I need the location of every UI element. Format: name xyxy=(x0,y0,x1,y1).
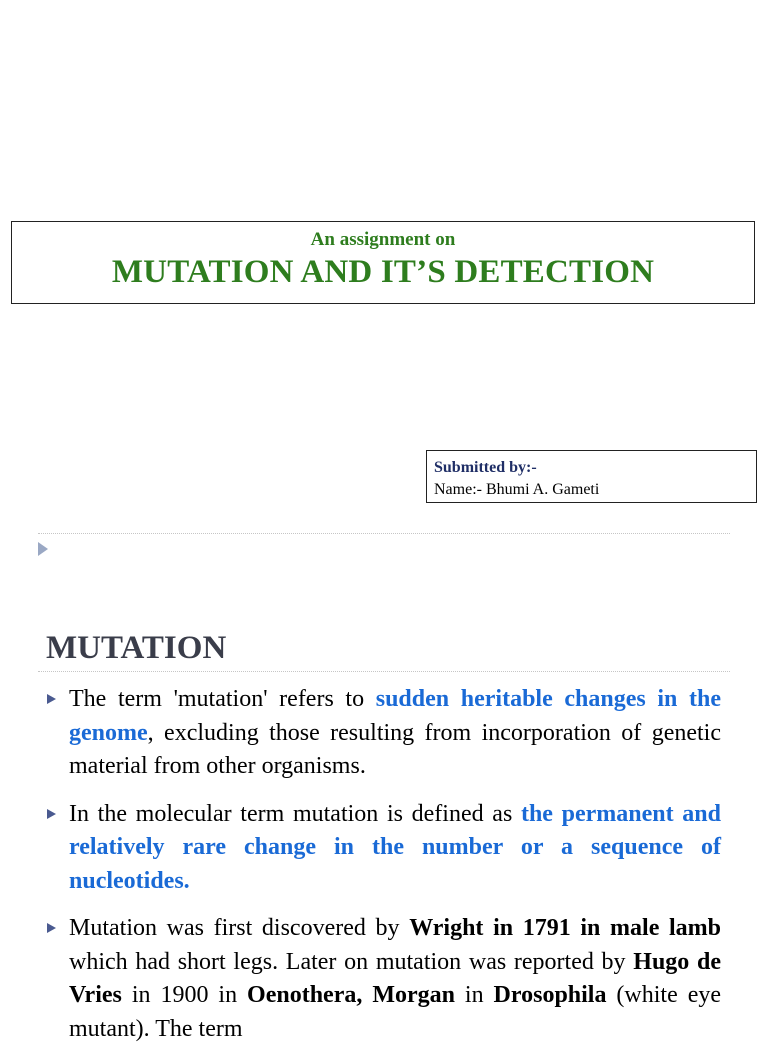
bullet-bold: Drosophila xyxy=(493,982,607,1008)
bullet-bold: Wright in 1791 in male lamb xyxy=(409,915,722,941)
bullet-text: in xyxy=(454,982,494,1008)
bullet-text xyxy=(362,982,372,1008)
submission-box xyxy=(426,450,757,503)
bullet-bold: Oenothera, xyxy=(247,982,363,1008)
bullet-item xyxy=(46,683,721,784)
slide-marker-icon xyxy=(38,542,48,556)
submitted-by-label: Submitted by:- xyxy=(434,459,537,476)
bullet-text: Mutation was first discovered by xyxy=(69,915,410,941)
bullet-bold: Morgan xyxy=(372,982,455,1008)
slide-divider xyxy=(38,533,730,534)
title-box xyxy=(11,221,755,304)
bullet-highlight: the permanent and relatively rare change in the number or a sequence of nucleotides. xyxy=(69,800,721,894)
bullet-text: in 1900 in xyxy=(121,982,248,1008)
bullet-arrow-icon xyxy=(47,809,56,819)
assignment-subtitle: An assignment on xyxy=(310,229,456,250)
bullet-highlight: sudden heritable changes in the genome xyxy=(69,686,721,746)
bullet-arrow-icon xyxy=(47,694,56,704)
bullet-text: In the molecular term mutation is defined as xyxy=(69,800,521,827)
bullet-item xyxy=(46,912,721,1046)
heading-divider xyxy=(38,671,730,672)
section-heading: MUTATION xyxy=(46,630,227,666)
bullet-text: , excluding those resulting from incorporation of genetic material from other organisms. xyxy=(69,719,721,779)
bullet-list xyxy=(46,683,721,1060)
bullet-text: which had short legs. Later on mutation was reported by xyxy=(69,948,634,975)
bullet-bold: Hugo de Vries xyxy=(69,948,722,1008)
assignment-title: MUTATION AND IT’S DETECTION xyxy=(111,254,655,290)
bullet-item xyxy=(46,798,721,899)
submitter-name: Name:- Bhumi A. Gameti xyxy=(434,481,600,498)
bullet-text: (white eye mutant). The term xyxy=(69,982,721,1042)
bullet-arrow-icon xyxy=(47,923,56,933)
bullet-text: The term 'mutation' refers to xyxy=(69,686,376,712)
